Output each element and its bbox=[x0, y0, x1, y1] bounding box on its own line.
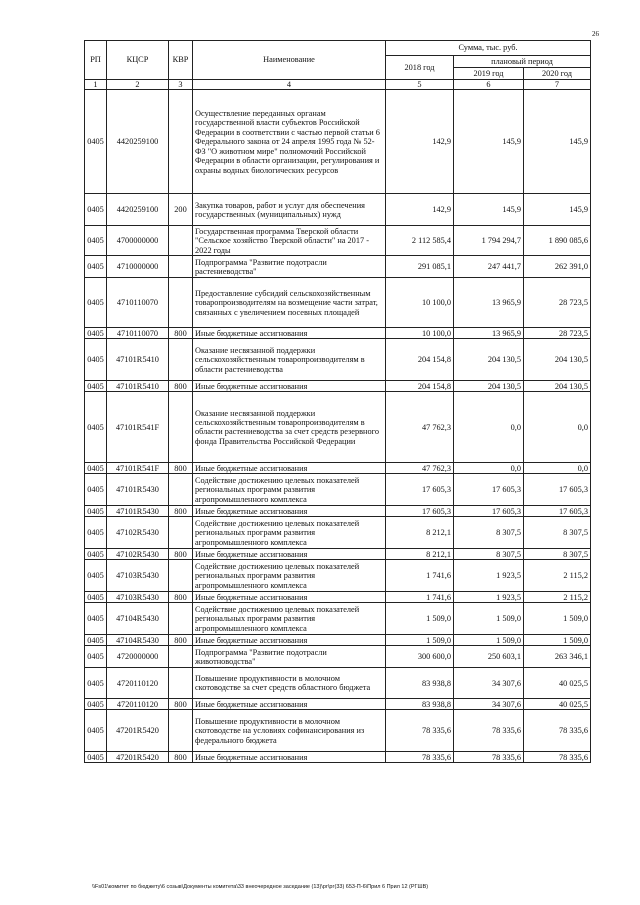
amount-2020-cell: 0,0 bbox=[524, 463, 591, 474]
amount-2018-cell: 10 100,0 bbox=[386, 278, 454, 328]
amount-2018-cell: 204 154,8 bbox=[386, 339, 454, 381]
amount-2019-cell: 78 335,6 bbox=[454, 710, 524, 752]
table-row bbox=[85, 603, 591, 635]
table-row bbox=[85, 328, 591, 339]
table-row bbox=[85, 256, 591, 278]
column-index-row bbox=[85, 80, 591, 90]
name-cell: Иные бюджетные ассигнования bbox=[193, 463, 386, 474]
amount-2019-cell: 13 965,9 bbox=[454, 328, 524, 339]
kcsr-cell: 47101R5430 bbox=[107, 506, 169, 517]
amount-2019-cell: 34 307,6 bbox=[454, 668, 524, 699]
kcsr-cell: 47101R541F bbox=[107, 463, 169, 474]
kvr-cell bbox=[169, 392, 193, 463]
table-row bbox=[85, 474, 591, 506]
kvr-cell bbox=[169, 278, 193, 328]
amount-2019-cell: 204 130,5 bbox=[454, 381, 524, 392]
amount-2018-cell: 142,9 bbox=[386, 90, 454, 194]
kvr-cell: 200 bbox=[169, 194, 193, 226]
amount-2020-cell: 17 605,3 bbox=[524, 474, 591, 506]
kcsr-cell: 4720000000 bbox=[107, 646, 169, 668]
name-cell: Содействие достижению целевых показателей региональных программ развития агропромышленного комплекса bbox=[193, 474, 386, 506]
amount-2019-cell: 1 794 294,7 bbox=[454, 226, 524, 256]
amount-2019-cell: 34 307,6 bbox=[454, 699, 524, 710]
rp-cell: 0405 bbox=[85, 710, 107, 752]
amount-2019-cell: 1 509,0 bbox=[454, 603, 524, 635]
kvr-cell: 800 bbox=[169, 752, 193, 763]
kcsr-cell: 4700000000 bbox=[107, 226, 169, 256]
amount-2018-cell: 1 741,6 bbox=[386, 560, 454, 592]
table-row bbox=[85, 392, 591, 463]
kcsr-cell: 4710110070 bbox=[107, 328, 169, 339]
name-cell: Иные бюджетные ассигнования bbox=[193, 592, 386, 603]
kvr-cell bbox=[169, 339, 193, 381]
amount-2018-cell: 300 600,0 bbox=[386, 646, 454, 668]
amount-2019-cell: 78 335,6 bbox=[454, 752, 524, 763]
amount-2020-cell: 2 115,2 bbox=[524, 560, 591, 592]
name-cell: Содействие достижению целевых показателей региональных программ развития агропромышленного комплекса bbox=[193, 517, 386, 549]
amount-2018-cell: 83 938,8 bbox=[386, 668, 454, 699]
amount-2019-cell: 247 441,7 bbox=[454, 256, 524, 278]
kvr-cell bbox=[169, 710, 193, 752]
amount-2020-cell: 145,9 bbox=[524, 194, 591, 226]
amount-2019-cell: 8 307,5 bbox=[454, 549, 524, 560]
kvr-cell bbox=[169, 226, 193, 256]
amount-2019-cell: 0,0 bbox=[454, 463, 524, 474]
table-row bbox=[85, 635, 591, 646]
table-row bbox=[85, 560, 591, 592]
column-index: 3 bbox=[169, 80, 193, 90]
name-cell: Подпрограмма "Развитие подотрасли животноводства" bbox=[193, 646, 386, 668]
amount-2020-cell: 1 509,0 bbox=[524, 635, 591, 646]
rp-cell: 0405 bbox=[85, 392, 107, 463]
amount-2019-cell: 204 130,5 bbox=[454, 339, 524, 381]
amount-2019-cell: 17 605,3 bbox=[454, 506, 524, 517]
table-row bbox=[85, 381, 591, 392]
rp-cell: 0405 bbox=[85, 699, 107, 710]
kvr-cell: 800 bbox=[169, 549, 193, 560]
name-cell: Подпрограмма "Развитие подотрасли растениеводства" bbox=[193, 256, 386, 278]
kcsr-cell: 47104R5430 bbox=[107, 635, 169, 646]
amount-2019-cell: 13 965,9 bbox=[454, 278, 524, 328]
amount-2018-cell: 10 100,0 bbox=[386, 328, 454, 339]
name-cell: Иные бюджетные ассигнования bbox=[193, 328, 386, 339]
amount-2020-cell: 40 025,5 bbox=[524, 699, 591, 710]
name-cell: Повышение продуктивности в молочном скотоводстве за счет средств областного бюджета bbox=[193, 668, 386, 699]
amount-2018-cell: 291 085,1 bbox=[386, 256, 454, 278]
kvr-cell bbox=[169, 603, 193, 635]
kcsr-cell: 4710110070 bbox=[107, 278, 169, 328]
amount-2020-cell: 0,0 bbox=[524, 392, 591, 463]
rp-cell: 0405 bbox=[85, 463, 107, 474]
table-row bbox=[85, 517, 591, 549]
amount-2020-cell: 204 130,5 bbox=[524, 339, 591, 381]
kvr-cell bbox=[169, 646, 193, 668]
rp-cell: 0405 bbox=[85, 592, 107, 603]
kcsr-cell: 47102R5430 bbox=[107, 549, 169, 560]
kcsr-cell: 47201R5420 bbox=[107, 752, 169, 763]
rp-cell: 0405 bbox=[85, 549, 107, 560]
name-cell: Иные бюджетные ассигнования bbox=[193, 752, 386, 763]
amount-2020-cell: 204 130,5 bbox=[524, 381, 591, 392]
table-row bbox=[85, 646, 591, 668]
kcsr-cell: 47101R541F bbox=[107, 392, 169, 463]
kvr-cell: 800 bbox=[169, 699, 193, 710]
amount-2018-cell: 17 605,3 bbox=[386, 474, 454, 506]
table-body bbox=[85, 90, 591, 763]
kcsr-cell: 4420259100 bbox=[107, 90, 169, 194]
rp-cell: 0405 bbox=[85, 328, 107, 339]
rp-cell: 0405 bbox=[85, 560, 107, 592]
column-index: 6 bbox=[454, 80, 524, 90]
amount-2020-cell: 28 723,5 bbox=[524, 278, 591, 328]
name-cell: Содействие достижению целевых показателей региональных программ развития агропромышленного комплекса bbox=[193, 560, 386, 592]
rp-cell: 0405 bbox=[85, 90, 107, 194]
amount-2019-cell: 17 605,3 bbox=[454, 474, 524, 506]
name-cell: Иные бюджетные ассигнования bbox=[193, 549, 386, 560]
header-2020: 2020 год bbox=[524, 68, 591, 80]
amount-2018-cell: 1 741,6 bbox=[386, 592, 454, 603]
table-row bbox=[85, 549, 591, 560]
kcsr-cell: 47101R5430 bbox=[107, 474, 169, 506]
table-row bbox=[85, 710, 591, 752]
page-number: 26 bbox=[592, 30, 599, 38]
rp-cell: 0405 bbox=[85, 517, 107, 549]
table-row bbox=[85, 668, 591, 699]
kcsr-cell: 47101R5410 bbox=[107, 381, 169, 392]
rp-cell: 0405 bbox=[85, 752, 107, 763]
amount-2018-cell: 78 335,6 bbox=[386, 710, 454, 752]
kcsr-cell: 47201R5420 bbox=[107, 710, 169, 752]
amount-2018-cell: 2 112 585,4 bbox=[386, 226, 454, 256]
amount-2020-cell: 262 391,0 bbox=[524, 256, 591, 278]
kvr-cell bbox=[169, 256, 193, 278]
kvr-cell bbox=[169, 90, 193, 194]
kcsr-cell: 4720110120 bbox=[107, 699, 169, 710]
amount-2019-cell: 1 923,5 bbox=[454, 560, 524, 592]
column-index: 5 bbox=[386, 80, 454, 90]
kvr-cell bbox=[169, 560, 193, 592]
header-kvr: КВР bbox=[169, 41, 193, 80]
name-cell: Предоставление субсидий сельскохозяйственным товаропроизводителям на возмещение части затрат, связанных с увеличением посевных площадей bbox=[193, 278, 386, 328]
name-cell: Оказание несвязанной поддержки сельскохозяйственным товаропроизводителям в области растениеводства за счет средств резервного фонда Правительства Российской Федерации bbox=[193, 392, 386, 463]
amount-2018-cell: 47 762,3 bbox=[386, 392, 454, 463]
kvr-cell bbox=[169, 668, 193, 699]
table-row bbox=[85, 463, 591, 474]
amount-2020-cell: 2 115,2 bbox=[524, 592, 591, 603]
kcsr-cell: 4720110120 bbox=[107, 668, 169, 699]
rp-cell: 0405 bbox=[85, 194, 107, 226]
name-cell: Государственная программа Тверской области "Сельское хозяйство Тверской области" на 2017 - 2022 годы bbox=[193, 226, 386, 256]
header-2019: 2019 год bbox=[454, 68, 524, 80]
amount-2019-cell: 145,9 bbox=[454, 194, 524, 226]
rp-cell: 0405 bbox=[85, 668, 107, 699]
amount-2019-cell: 1 923,5 bbox=[454, 592, 524, 603]
kcsr-cell: 47101R5410 bbox=[107, 339, 169, 381]
amount-2018-cell: 204 154,8 bbox=[386, 381, 454, 392]
kvr-cell bbox=[169, 517, 193, 549]
kcsr-cell: 4420259100 bbox=[107, 194, 169, 226]
header-sum: Сумма, тыс. руб. bbox=[386, 41, 591, 56]
header-name: Наименование bbox=[193, 41, 386, 80]
kcsr-cell: 47102R5430 bbox=[107, 517, 169, 549]
amount-2018-cell: 8 212,1 bbox=[386, 517, 454, 549]
name-cell: Иные бюджетные ассигнования bbox=[193, 635, 386, 646]
kcsr-cell: 47104R5430 bbox=[107, 603, 169, 635]
amount-2018-cell: 8 212,1 bbox=[386, 549, 454, 560]
kvr-cell: 800 bbox=[169, 463, 193, 474]
rp-cell: 0405 bbox=[85, 646, 107, 668]
rp-cell: 0405 bbox=[85, 635, 107, 646]
table-row bbox=[85, 592, 591, 603]
column-index: 1 bbox=[85, 80, 107, 90]
amount-2020-cell: 28 723,5 bbox=[524, 328, 591, 339]
table-row bbox=[85, 752, 591, 763]
kvr-cell: 800 bbox=[169, 592, 193, 603]
header-rp: РП bbox=[85, 41, 107, 80]
amount-2020-cell: 1 890 085,6 bbox=[524, 226, 591, 256]
name-cell: Содействие достижению целевых показателей региональных программ развития агропромышленного комплекса bbox=[193, 603, 386, 635]
amount-2019-cell: 1 509,0 bbox=[454, 635, 524, 646]
amount-2020-cell: 145,9 bbox=[524, 90, 591, 194]
rp-cell: 0405 bbox=[85, 339, 107, 381]
amount-2020-cell: 17 605,3 bbox=[524, 506, 591, 517]
amount-2018-cell: 47 762,3 bbox=[386, 463, 454, 474]
amount-2018-cell: 1 509,0 bbox=[386, 635, 454, 646]
name-cell: Закупка товаров, работ и услуг для обеспечения государственных (муниципальных) нужд bbox=[193, 194, 386, 226]
rp-cell: 0405 bbox=[85, 381, 107, 392]
rp-cell: 0405 bbox=[85, 278, 107, 328]
table-row bbox=[85, 194, 591, 226]
kvr-cell: 800 bbox=[169, 506, 193, 517]
name-cell: Осуществление переданных органам государственной власти субъектов Российской Федерации в соответствии с частью первой статьи 6 Федерального закона от 24 апреля 1995 года № 52-ФЗ "О животном мире" полномочий Российской Федерации в области организации, регулирования и охраны водных биологических ресурсов bbox=[193, 90, 386, 194]
name-cell: Иные бюджетные ассигнования bbox=[193, 699, 386, 710]
table-row bbox=[85, 506, 591, 517]
table-row bbox=[85, 278, 591, 328]
amount-2018-cell: 1 509,0 bbox=[386, 603, 454, 635]
table-row bbox=[85, 90, 591, 194]
amount-2018-cell: 142,9 bbox=[386, 194, 454, 226]
amount-2018-cell: 78 335,6 bbox=[386, 752, 454, 763]
rp-cell: 0405 bbox=[85, 256, 107, 278]
header-2018: 2018 год bbox=[386, 56, 454, 80]
kvr-cell: 800 bbox=[169, 381, 193, 392]
amount-2020-cell: 1 509,0 bbox=[524, 603, 591, 635]
table-row bbox=[85, 339, 591, 381]
rp-cell: 0405 bbox=[85, 226, 107, 256]
amount-2018-cell: 83 938,8 bbox=[386, 699, 454, 710]
kvr-cell: 800 bbox=[169, 635, 193, 646]
kvr-cell: 800 bbox=[169, 328, 193, 339]
footer-file-path: \\Fs01\комитет по бюджету\6 созыв\Документы комитета\33 внеочередное заседание (13)\рг\рг(33) 653-П-6\Прил 6 Прил 12 (РГШВ) bbox=[92, 884, 429, 890]
rp-cell: 0405 bbox=[85, 474, 107, 506]
name-cell: Иные бюджетные ассигнования bbox=[193, 381, 386, 392]
header-planned-period: плановый период bbox=[454, 56, 591, 68]
kcsr-cell: 47103R5430 bbox=[107, 560, 169, 592]
amount-2019-cell: 8 307,5 bbox=[454, 517, 524, 549]
rp-cell: 0405 bbox=[85, 603, 107, 635]
amount-2020-cell: 78 335,6 bbox=[524, 752, 591, 763]
amount-2020-cell: 78 335,6 bbox=[524, 710, 591, 752]
amount-2019-cell: 250 603,1 bbox=[454, 646, 524, 668]
table-row bbox=[85, 699, 591, 710]
amount-2020-cell: 263 346,1 bbox=[524, 646, 591, 668]
amount-2018-cell: 17 605,3 bbox=[386, 506, 454, 517]
column-index: 2 bbox=[107, 80, 169, 90]
amount-2019-cell: 0,0 bbox=[454, 392, 524, 463]
amount-2020-cell: 8 307,5 bbox=[524, 517, 591, 549]
name-cell: Иные бюджетные ассигнования bbox=[193, 506, 386, 517]
kcsr-cell: 47103R5430 bbox=[107, 592, 169, 603]
amount-2020-cell: 8 307,5 bbox=[524, 549, 591, 560]
column-index: 4 bbox=[193, 80, 386, 90]
name-cell: Оказание несвязанной поддержки сельскохозяйственным товаропроизводителям в области растениеводства bbox=[193, 339, 386, 381]
rp-cell: 0405 bbox=[85, 506, 107, 517]
amount-2019-cell: 145,9 bbox=[454, 90, 524, 194]
amount-2020-cell: 40 025,5 bbox=[524, 668, 591, 699]
column-index: 7 bbox=[524, 80, 591, 90]
kvr-cell bbox=[169, 474, 193, 506]
kcsr-cell: 4710000000 bbox=[107, 256, 169, 278]
budget-table bbox=[84, 40, 591, 763]
header-kcsr: КЦСР bbox=[107, 41, 169, 80]
table-row bbox=[85, 226, 591, 256]
name-cell: Повышение продуктивности в молочном скотоводстве на условиях софинансирования из федерального бюджета bbox=[193, 710, 386, 752]
